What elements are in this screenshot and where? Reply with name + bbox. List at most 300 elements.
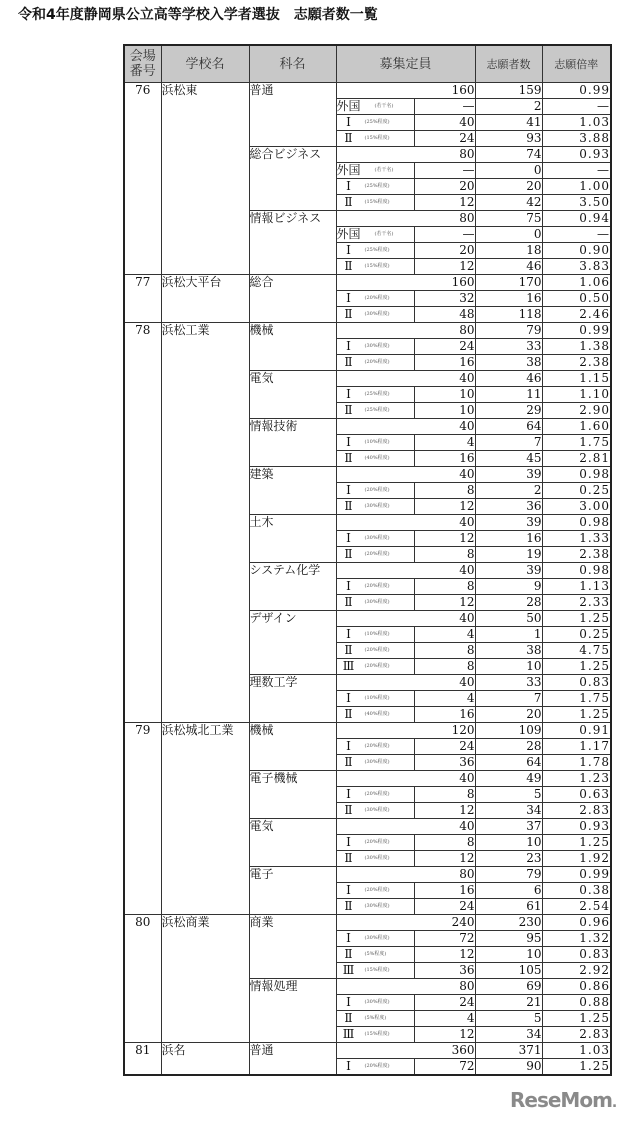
table-row [124,1043,611,1059]
quota-applicants: 42 [475,195,542,211]
quota-ratio: 2.33 [542,595,611,611]
quota-label: Ⅲ [342,1027,355,1041]
capacity-total: 160 [336,83,475,99]
quota-applicants: 16 [475,531,542,547]
quota-label: Ⅱ [344,195,353,209]
quota-note: (20%程度) [364,887,390,893]
dept-name: デザイン [249,611,336,675]
dept-name: 機械 [249,323,336,371]
quota-note: (30%程度) [364,999,390,1005]
school-name: 浜松東 [161,83,249,275]
quota-note: (20%程度) [364,839,390,845]
quota-category [336,883,414,899]
table-row [124,275,611,291]
quota-label: Ⅰ [346,179,351,193]
quota-label: Ⅱ [344,307,353,321]
dept-name: 普通 [249,1043,336,1076]
quota-ratio: 0.63 [542,787,611,803]
quota-category [336,803,414,819]
quota-label: Ⅱ [344,707,353,721]
resemom-logo [510,1088,616,1112]
header-school: 学校名 [161,45,249,83]
applicants-total: 39 [475,563,542,579]
quota-ratio: 2.92 [542,963,611,979]
quota-applicants: 46 [475,259,542,275]
quota-capacity: 10 [414,387,475,403]
table-row [124,323,611,339]
quota-applicants: 10 [475,835,542,851]
quota-capacity: 48 [414,307,475,323]
capacity-total: 40 [336,819,475,835]
quota-ratio: 0.88 [542,995,611,1011]
quota-label: Ⅱ [344,947,353,961]
quota-ratio: 2.90 [542,403,611,419]
quota-ratio: 3.50 [542,195,611,211]
quota-applicants: 61 [475,899,542,915]
quota-applicants: 2 [475,483,542,499]
quota-label: Ⅰ [346,531,351,545]
quota-capacity: 4 [414,1011,475,1027]
quota-ratio: 1.13 [542,579,611,595]
quota-applicants: 38 [475,643,542,659]
quota-note: (30%程度) [364,503,390,509]
quota-category [336,179,414,195]
quota-label: Ⅱ [344,595,353,609]
quota-capacity: 24 [414,339,475,355]
ratio-total: 1.15 [542,371,611,387]
quota-ratio: — [542,99,611,115]
quota-note: (30%程度) [364,807,390,813]
applicants-total: 39 [475,515,542,531]
school-name: 浜松城北工業 [161,723,249,915]
quota-label: Ⅱ [344,899,353,913]
header-dept: 科名 [249,45,336,83]
quota-applicants: 93 [475,131,542,147]
quota-ratio: 0.50 [542,291,611,307]
ratio-total: 0.86 [542,979,611,995]
quota-note: (20%程度) [364,1063,390,1069]
quota-note: (20%程度) [364,359,390,365]
quota-category [336,387,414,403]
quota-label: Ⅱ [344,1011,353,1025]
quota-ratio: 1.33 [542,531,611,547]
venue-number: 79 [124,723,161,915]
ratio-total: 0.99 [542,867,611,883]
quota-label: Ⅰ [346,387,351,401]
quota-capacity: 4 [414,691,475,707]
quota-label: Ⅰ [346,739,351,753]
quota-note: (20%程度) [364,487,390,493]
quota-capacity: 24 [414,131,475,147]
applicants-total: 159 [475,83,542,99]
quota-applicants: 29 [475,403,542,419]
quota-ratio: 0.25 [542,627,611,643]
quota-category [336,259,414,275]
quota-capacity: 12 [414,1027,475,1043]
ratio-total: 0.98 [542,563,611,579]
capacity-total: 40 [336,771,475,787]
quota-note: (20%程度) [364,295,390,301]
quota-label: Ⅱ [344,355,353,369]
quota-ratio: 1.75 [542,691,611,707]
quota-note: (15%程度) [364,1031,390,1037]
ratio-total: 1.06 [542,275,611,291]
quota-category [336,787,414,803]
venue-number: 81 [124,1043,161,1076]
quota-applicants: 34 [475,1027,542,1043]
quota-note: (5%程度) [364,951,387,957]
quota-category [336,691,414,707]
quota-note: (30%程度) [364,935,390,941]
dept-name: 電気 [249,819,336,867]
quota-label: Ⅰ [346,995,351,1009]
applicants-total: 230 [475,915,542,931]
quota-applicants: 20 [475,179,542,195]
quota-category [336,483,414,499]
capacity-total: 80 [336,147,475,163]
quota-applicants: 10 [475,659,542,675]
quota-category [336,451,414,467]
quota-capacity: 16 [414,355,475,371]
quota-label: Ⅱ [344,851,353,865]
quota-category [336,707,414,723]
quota-ratio: 3.88 [542,131,611,147]
capacity-total: 40 [336,675,475,691]
dept-name: 電気 [249,371,336,419]
quota-category [336,339,414,355]
capacity-total: 40 [336,371,475,387]
applicants-total: 50 [475,611,542,627]
quota-note: (5%程度) [364,1015,387,1021]
quota-category [336,227,414,243]
quota-note: (30%程度) [364,903,390,909]
ratio-total: 0.99 [542,323,611,339]
capacity-total: 80 [336,211,475,227]
quota-capacity: — [414,99,475,115]
applicants-total: 74 [475,147,542,163]
quota-note: (20%程度) [364,663,390,669]
quota-ratio: 0.90 [542,243,611,259]
quota-capacity: 8 [414,787,475,803]
quota-capacity: 24 [414,739,475,755]
capacity-total: 80 [336,979,475,995]
quota-capacity: 8 [414,483,475,499]
table-row [124,915,611,931]
dept-name: 商業 [249,915,336,979]
quota-category [336,547,414,563]
quota-note: (30%程度) [364,311,390,317]
quota-ratio: 1.25 [542,1011,611,1027]
quota-note: (25%程度) [364,407,390,413]
quota-capacity: 12 [414,259,475,275]
applicants-total: 79 [475,867,542,883]
quota-applicants: 2 [475,99,542,115]
quota-ratio: 2.81 [542,451,611,467]
quota-capacity: 12 [414,803,475,819]
quota-note: (20%程度) [364,647,390,653]
quota-note: (20%程度) [364,551,390,557]
dept-name: 情報ビジネス [249,211,336,275]
quota-note: (25%程度) [364,119,390,125]
quota-ratio: 2.54 [542,899,611,915]
quota-capacity: 8 [414,659,475,675]
quota-label: Ⅰ [346,579,351,593]
quota-category [336,755,414,771]
header-capacity: 募集定員 [336,45,475,83]
quota-capacity: 36 [414,963,475,979]
quota-label: Ⅰ [346,835,351,849]
quota-label: Ⅱ [344,547,353,561]
quota-applicants: 23 [475,851,542,867]
quota-category [336,131,414,147]
quota-capacity: 24 [414,995,475,1011]
table-row [124,723,611,739]
quota-applicants: 7 [475,691,542,707]
applicants-total: 69 [475,979,542,995]
quota-applicants: 0 [475,227,542,243]
quota-ratio: 1.17 [542,739,611,755]
quota-note: (若干名) [374,103,394,109]
quota-capacity: 4 [414,435,475,451]
quota-applicants: 5 [475,787,542,803]
dept-name: 電子機械 [249,771,336,819]
quota-note: (40%程度) [364,711,390,717]
quota-applicants: 34 [475,803,542,819]
quota-ratio: 1.03 [542,115,611,131]
quota-applicants: 36 [475,499,542,515]
applicants-total: 109 [475,723,542,739]
quota-capacity: 12 [414,531,475,547]
quota-category [336,115,414,131]
quota-capacity: 16 [414,883,475,899]
ratio-total: 0.94 [542,211,611,227]
quota-capacity: 72 [414,1059,475,1076]
quota-category [336,835,414,851]
quota-capacity: 12 [414,595,475,611]
quota-capacity: 16 [414,451,475,467]
quota-ratio: — [542,163,611,179]
quota-label: Ⅰ [346,883,351,897]
quota-ratio: 1.10 [542,387,611,403]
quota-category [336,243,414,259]
quota-applicants: 28 [475,595,542,611]
ratio-total: 0.96 [542,915,611,931]
quota-applicants: 105 [475,963,542,979]
quota-label: Ⅰ [346,115,351,129]
quota-capacity: 40 [414,115,475,131]
quota-note: (10%程度) [364,439,390,445]
quota-category [336,1059,414,1076]
dept-name: 情報技術 [249,419,336,467]
header-venue-line1: 会場 [129,49,156,64]
quota-label: Ⅱ [344,803,353,817]
header-venue-line2: 番号 [129,64,156,79]
quota-ratio: 1.25 [542,1059,611,1076]
quota-capacity: 20 [414,179,475,195]
quota-note: (15%程度) [364,199,390,205]
quota-applicants: 64 [475,755,542,771]
ratio-total: 0.99 [542,83,611,99]
quota-ratio: 2.83 [542,803,611,819]
dept-name: 情報処理 [249,979,336,1043]
quota-category [336,403,414,419]
dept-name: 理数工学 [249,675,336,723]
quota-capacity: 8 [414,547,475,563]
quota-category [336,643,414,659]
table-body [124,83,611,1076]
quota-category [336,291,414,307]
quota-note: (20%程度) [364,791,390,797]
quota-applicants: 11 [475,387,542,403]
quota-ratio: 1.75 [542,435,611,451]
quota-applicants: 5 [475,1011,542,1027]
quota-label: Ⅰ [346,435,351,449]
table-row [124,83,611,99]
ratio-total: 0.93 [542,819,611,835]
quota-note: (25%程度) [364,391,390,397]
venue-number: 76 [124,83,161,275]
quota-ratio: — [542,227,611,243]
applicants-total: 64 [475,419,542,435]
quota-label: Ⅰ [346,243,351,257]
dept-name: 建築 [249,467,336,515]
quota-applicants: 10 [475,947,542,963]
quota-capacity: 10 [414,403,475,419]
quota-label: Ⅰ [346,291,351,305]
quota-label: Ⅲ [342,659,355,673]
venue-number: 80 [124,915,161,1043]
quota-note: (15%程度) [364,135,390,141]
quota-category [336,499,414,515]
quota-note: (20%程度) [364,583,390,589]
quota-category [336,355,414,371]
dept-name: 機械 [249,723,336,771]
quota-capacity: 32 [414,291,475,307]
quota-applicants: 20 [475,707,542,723]
dept-name: 土木 [249,515,336,563]
quota-category [336,995,414,1011]
quota-ratio: 2.38 [542,355,611,371]
quota-applicants: 9 [475,579,542,595]
quota-applicants: 1 [475,627,542,643]
quota-label: Ⅱ [344,643,353,657]
quota-category [336,851,414,867]
quota-label: Ⅱ [344,755,353,769]
quota-note: (30%程度) [364,343,390,349]
ratio-total: 1.23 [542,771,611,787]
quota-category [336,947,414,963]
quota-note: (10%程度) [364,631,390,637]
quota-note: (若干名) [374,231,394,237]
school-name: 浜松商業 [161,915,249,1043]
quota-note: (30%程度) [364,599,390,605]
quota-label: 外国 [336,227,361,241]
quota-label: Ⅱ [344,499,353,513]
capacity-total: 40 [336,515,475,531]
quota-note: (20%程度) [364,743,390,749]
school-name: 浜松工業 [161,323,249,723]
quota-label: Ⅰ [346,627,351,641]
quota-ratio: 0.38 [542,883,611,899]
capacity-total: 40 [336,611,475,627]
quota-note: (15%程度) [364,263,390,269]
quota-capacity: 8 [414,835,475,851]
quota-capacity: 12 [414,851,475,867]
applicants-total: 75 [475,211,542,227]
school-name: 浜松大平台 [161,275,249,323]
quota-ratio: 1.92 [542,851,611,867]
applicants-total: 46 [475,371,542,387]
quota-label: Ⅰ [346,691,351,705]
quota-applicants: 28 [475,739,542,755]
venue-number: 78 [124,323,161,723]
quota-category [336,739,414,755]
quota-label: Ⅰ [346,339,351,353]
logo-text: ReseMom [510,1088,612,1112]
ratio-total: 1.60 [542,419,611,435]
ratio-total: 0.98 [542,515,611,531]
quota-label: Ⅱ [344,451,353,465]
quota-ratio: 1.00 [542,179,611,195]
quota-label: Ⅱ [344,403,353,417]
quota-applicants: 45 [475,451,542,467]
capacity-total: 40 [336,563,475,579]
quota-ratio: 1.38 [542,339,611,355]
quota-ratio: 3.83 [542,259,611,275]
quota-applicants: 7 [475,435,542,451]
quota-category [336,435,414,451]
quota-capacity: — [414,227,475,243]
ratio-total: 0.83 [542,675,611,691]
quota-category [336,659,414,675]
quota-applicants: 21 [475,995,542,1011]
quota-capacity: 12 [414,195,475,211]
quota-category [336,595,414,611]
quota-label: 外国 [336,99,361,113]
capacity-total: 40 [336,467,475,483]
quota-capacity: 8 [414,579,475,595]
quota-category [336,99,414,115]
dept-name: 普通 [249,83,336,147]
quota-category [336,163,414,179]
quota-applicants: 0 [475,163,542,179]
quota-ratio: 2.38 [542,547,611,563]
quota-category [336,963,414,979]
dept-name: 総合ビジネス [249,147,336,211]
quota-ratio: 1.78 [542,755,611,771]
logo-dot: . [611,1095,617,1111]
quota-label: Ⅰ [346,1059,351,1073]
dept-name: 総合 [249,275,336,323]
applicants-total: 170 [475,275,542,291]
capacity-total: 120 [336,723,475,739]
capacity-total: 80 [336,867,475,883]
school-name: 浜名 [161,1043,249,1076]
quota-label: Ⅱ [344,259,353,273]
quota-category [336,579,414,595]
capacity-total: 240 [336,915,475,931]
quota-label: Ⅰ [346,787,351,801]
ratio-total: 0.98 [542,467,611,483]
header-venue-number [124,45,161,83]
quota-label: Ⅰ [346,931,351,945]
quota-ratio: 2.46 [542,307,611,323]
quota-label: Ⅰ [346,483,351,497]
capacity-total: 80 [336,323,475,339]
quota-capacity: 20 [414,243,475,259]
capacity-total: 360 [336,1043,475,1059]
quota-ratio: 1.32 [542,931,611,947]
